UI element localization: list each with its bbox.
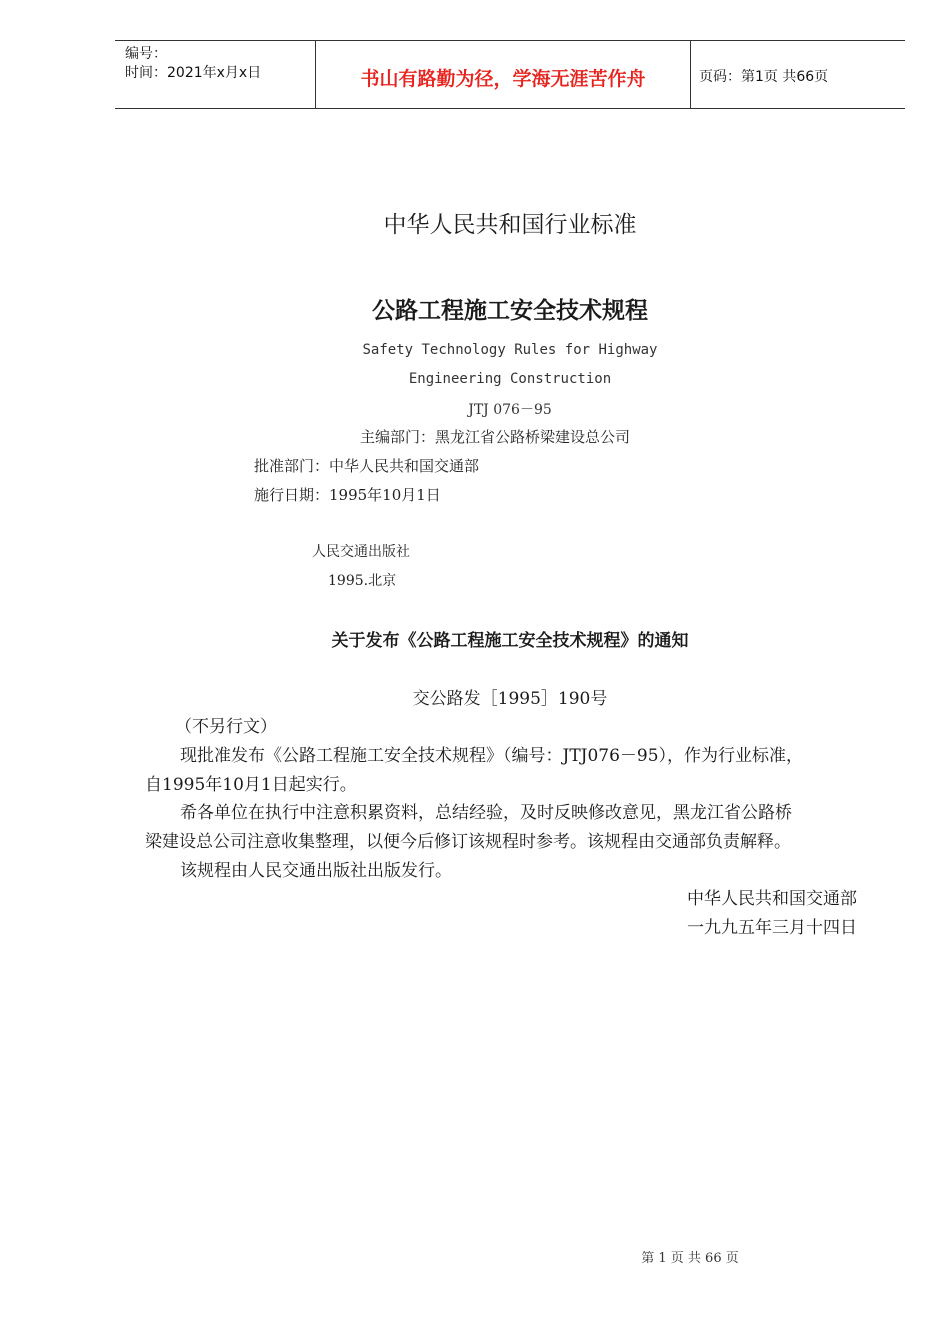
signature-organization: 中华人民共和国交通部 xyxy=(687,889,857,909)
page-footer: 第 1 页 共 66 页 xyxy=(641,1251,739,1266)
document-title: 公路工程施工安全技术规程 xyxy=(372,298,648,324)
publisher: 人民交通出版社 xyxy=(312,544,410,560)
publish-place: 1995.北京 xyxy=(328,573,397,589)
header-meta-cell xyxy=(115,41,315,108)
number-label: 编号： xyxy=(125,46,167,62)
time-label: 时间：2021年x月x日 xyxy=(125,65,262,81)
notice-doc-code: 交公路发［1995］190号 xyxy=(412,689,608,709)
paragraph-2-line-2: 梁建设总公司注意收集整理，以便今后修订该规程时参考。该规程由交通部负责解释。 xyxy=(145,832,791,852)
standard-label: 中华人民共和国行业标准 xyxy=(383,212,637,238)
paragraph-1-line-1: 现批准发布《公路工程施工安全技术规程》（编号：JTJ076－95），作为行业标准， xyxy=(180,746,804,766)
paragraph-1-line-2: 自1995年10月1日起实行。 xyxy=(145,775,357,795)
paragraph-2-line-1: 希各单位在执行中注意积累资料，总结经验，及时反映修改意见，黑龙江省公路桥 xyxy=(180,803,792,823)
approver-department: 批准部门：中华人民共和国交通部 xyxy=(254,457,480,475)
motto-text: 书山有路勤为径，学海无涯苦作舟 xyxy=(360,68,646,90)
header-motto-cell xyxy=(315,41,691,108)
editor-department: 主编部门：黑龙江省公路桥梁建设总公司 xyxy=(360,428,631,446)
paragraph-3: 该规程由人民交通出版社出版发行。 xyxy=(180,861,452,881)
english-title-line-2: Engineering Construction xyxy=(408,371,612,387)
header-page-cell xyxy=(690,41,905,108)
header-table xyxy=(115,40,905,109)
english-title-line-1: Safety Technology Rules for Highway xyxy=(362,342,658,358)
notice-note: （不另行文） xyxy=(175,717,277,737)
signature-date: 一九九五年三月十四日 xyxy=(687,918,857,938)
standard-code: JTJ 076－95 xyxy=(468,402,552,418)
effective-date: 施行日期：1995年10月1日 xyxy=(254,486,441,504)
page-info: 页码：第1页 共66页 xyxy=(699,69,829,85)
notice-title: 关于发布《公路工程施工安全技术规程》的通知 xyxy=(331,631,689,651)
